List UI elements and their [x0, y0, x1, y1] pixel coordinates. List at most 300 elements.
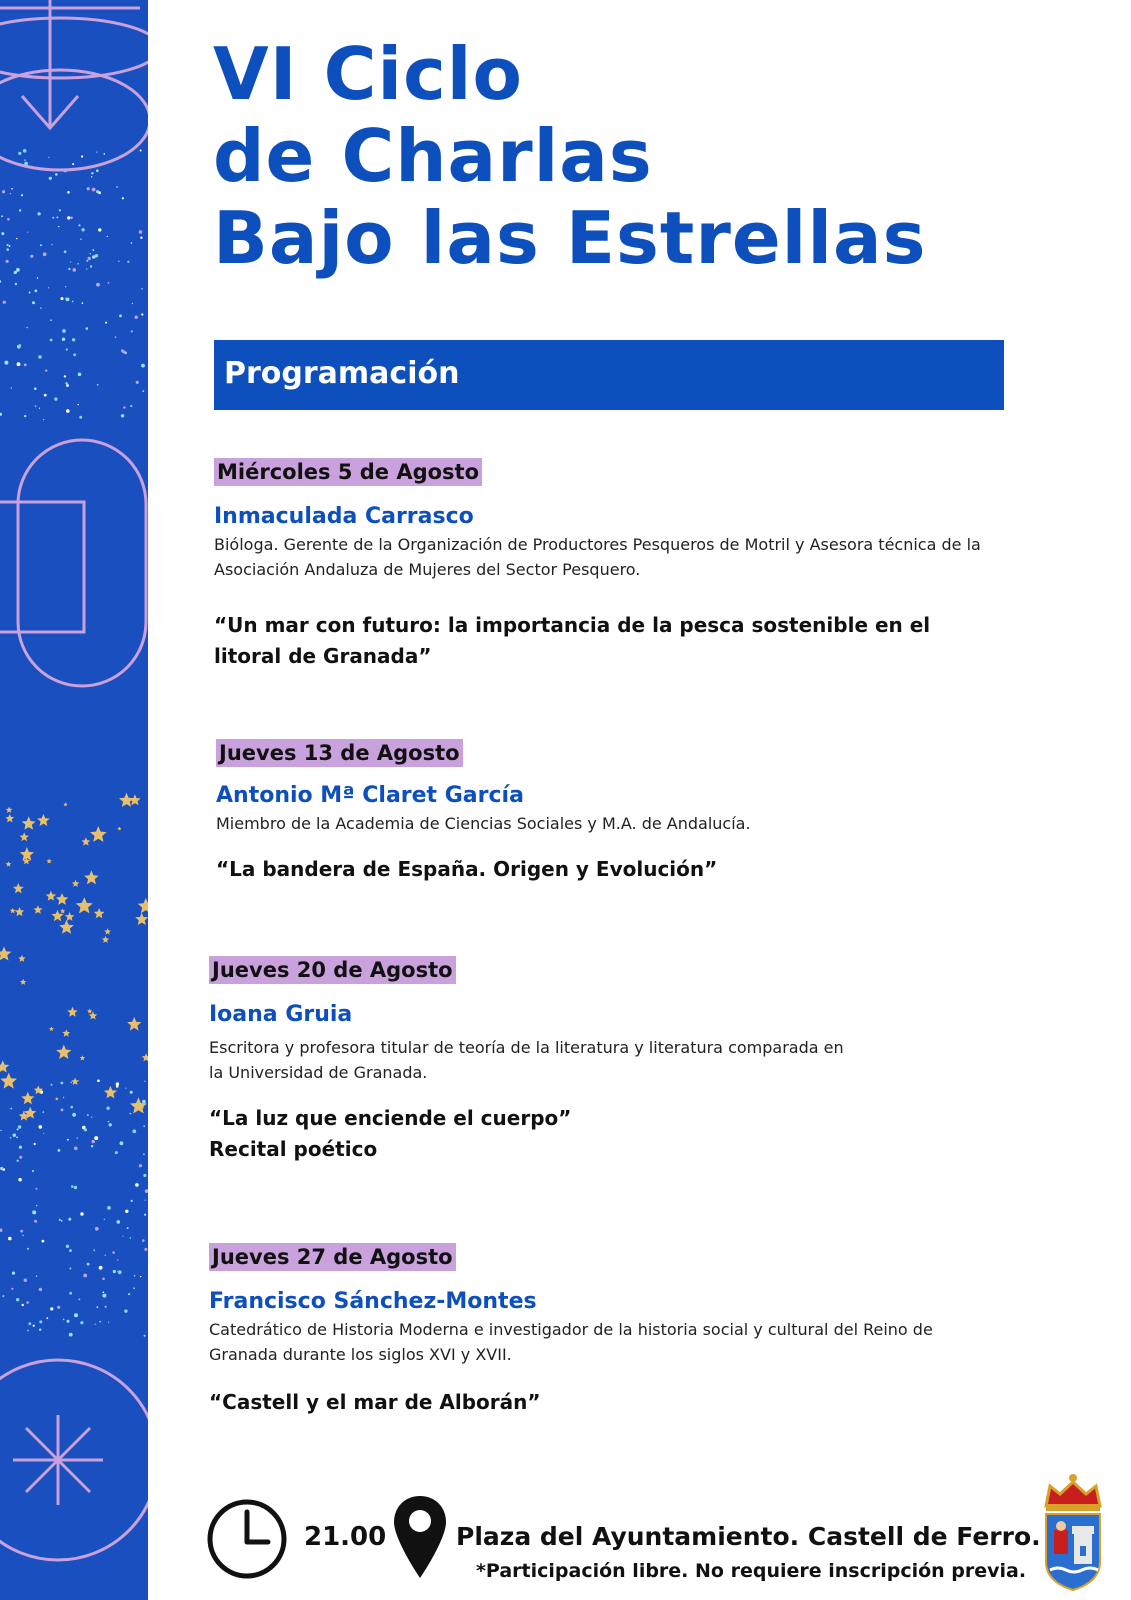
- sparkle-dot: [17, 362, 21, 366]
- sparkle-dot: [26, 327, 28, 329]
- sparkle-dot: [74, 1147, 78, 1151]
- sparkle-dot: [69, 1268, 71, 1270]
- sparkle-dot: [21, 194, 23, 196]
- sparkle-dot: [96, 169, 99, 172]
- sparkle-dot: [0, 1229, 3, 1232]
- sparkle-dot: [2, 1168, 4, 1170]
- sparkle-dot: [6, 244, 8, 246]
- event-bio: Catedrático de Historia Moderna e investigador de la historia social y cultural del Reino de Granada durante los siglos XVI y XVII.: [209, 1320, 933, 1364]
- sparkle-dot: [18, 344, 21, 347]
- sparkle-dot: [104, 1219, 105, 1220]
- sparkle-dot: [90, 265, 92, 267]
- sparkle-dot: [94, 1136, 98, 1140]
- sparkle-dot: [116, 1082, 119, 1085]
- sparkle-dot: [108, 1322, 109, 1323]
- gold-star: [104, 1086, 117, 1098]
- sparkle-dot: [131, 1200, 133, 1202]
- sparkle-dot: [92, 1140, 95, 1143]
- sparkle-dot: [123, 406, 125, 408]
- sparkle-dot: [86, 327, 89, 330]
- sparkle-dot: [43, 1133, 44, 1134]
- sparkle-dot: [39, 408, 40, 409]
- sparkle-dot: [42, 1240, 45, 1243]
- gold-star: [56, 893, 69, 905]
- sparkle-dot: [97, 1080, 100, 1083]
- sparkle-dot: [63, 1097, 64, 1098]
- sparkle-dot: [19, 209, 21, 211]
- sparkle-dot: [142, 1239, 145, 1242]
- sparkle-dot: [26, 1301, 29, 1304]
- sparkle-dot: [135, 1183, 139, 1187]
- sparkle-dot: [11, 188, 13, 190]
- sparkle-dot: [18, 1178, 21, 1181]
- sparkle-dot: [4, 361, 8, 365]
- sparkle-dot: [36, 1205, 37, 1206]
- sparkle-dot: [6, 248, 9, 251]
- sparkle-dot: [67, 216, 70, 219]
- sparkle-dot: [104, 153, 106, 155]
- sparkle-dot: [130, 1091, 133, 1094]
- event-block: [209, 956, 1029, 1165]
- sparkle-dot: [0, 1130, 1, 1131]
- event-block: [214, 458, 1034, 672]
- sparkle-dot: [99, 1266, 103, 1270]
- sparkle-dot: [52, 217, 54, 219]
- event-speaker: Ioana Gruia: [209, 1002, 353, 1027]
- event-talk: “La bandera de España. Origen y Evolución”: [216, 857, 718, 881]
- sparkle-dot: [24, 162, 28, 166]
- sparkle-dot: [32, 1210, 36, 1214]
- gold-star: [33, 905, 42, 914]
- sparkle-dot: [83, 1274, 87, 1278]
- sparkle-dot: [91, 1145, 93, 1147]
- sparkle-dot: [77, 1137, 78, 1138]
- sparkle-dot: [144, 1081, 145, 1082]
- sparkle-dot: [119, 315, 122, 318]
- sparkle-dot: [20, 1230, 23, 1233]
- event-date: Jueves 13 de Agosto: [216, 739, 463, 767]
- gold-star: [5, 814, 14, 822]
- sparkle-dot: [87, 1263, 90, 1266]
- sparkle-dot: [1, 232, 4, 235]
- gold-star: [18, 955, 25, 962]
- event-speaker: Inmaculada Carrasco: [214, 504, 474, 529]
- sparkle-dot: [133, 1288, 134, 1289]
- sparkle-dot: [66, 1245, 69, 1248]
- event-date: Jueves 27 de Agosto: [209, 1243, 456, 1271]
- event-bio: Escritora y profesora titular de teoría de la literatura y literatura comparada en la Universidad de Granada.: [209, 1038, 844, 1082]
- sparkle-dot: [109, 1123, 112, 1126]
- gold-star: [102, 936, 109, 943]
- sparkle-dot: [34, 387, 37, 390]
- sparkle-dot: [49, 177, 52, 180]
- gold-star: [49, 1026, 54, 1031]
- sparkle-dot: [97, 384, 99, 386]
- sparkle-dot: [141, 364, 145, 368]
- sparkle-dot: [7, 218, 10, 221]
- sparkle-dot: [10, 193, 11, 194]
- event-speaker: Antonio Mª Claret García: [216, 783, 524, 808]
- sparkle-dot: [78, 224, 80, 226]
- participation-note: *Participación libre. No requiere inscripción previa.: [476, 1560, 1027, 1582]
- sparkle-dot: [39, 1288, 42, 1291]
- sparkle-dot: [58, 226, 59, 227]
- sparkle-dot: [92, 255, 96, 259]
- sparkle-dot: [62, 329, 66, 333]
- sparkle-dot: [33, 1325, 35, 1327]
- sparkle-dot: [16, 268, 20, 272]
- sparkle-dot: [50, 320, 51, 321]
- sparkle-dot: [68, 268, 70, 270]
- sparkle-dot: [117, 1271, 118, 1272]
- sparkle-dot: [140, 237, 142, 239]
- gold-star: [117, 827, 121, 831]
- sparkle-dot: [91, 176, 92, 177]
- sparkle-dot: [95, 1227, 99, 1231]
- title-line-3: Bajo las Estrellas: [213, 196, 927, 280]
- gold-star: [0, 1073, 17, 1089]
- sparkle-dot: [80, 238, 82, 240]
- sparkle-dot: [125, 1210, 128, 1213]
- sparkle-dot: [11, 387, 12, 388]
- sparkle-dot: [95, 1324, 96, 1325]
- sparkle-dot: [71, 1185, 74, 1188]
- sparkle-dot: [64, 250, 67, 253]
- sparkle-dot: [28, 1322, 31, 1325]
- sparkle-dot: [62, 338, 65, 341]
- event-talk: “Castell y el mar de Alborán”: [209, 1390, 541, 1414]
- sparkle-dot: [18, 152, 21, 155]
- gold-star: [10, 908, 16, 914]
- sparkle-dots: [0, 149, 148, 1337]
- event-talk-extra: Recital poético: [209, 1137, 378, 1161]
- sparkle-dot: [96, 283, 100, 287]
- event-speaker: Francisco Sánchez-Montes: [209, 1289, 537, 1314]
- sparkle-dot: [43, 1111, 45, 1113]
- sparkle-dot: [24, 415, 26, 417]
- sparkle-dot: [67, 191, 70, 194]
- sparkle-dot: [92, 188, 96, 192]
- sparkle-dot: [51, 244, 52, 245]
- sparkle-dot: [108, 1121, 110, 1123]
- event-bio: Miembro de la Academia de Ciencias Sociales y M.A. de Andalucía.: [216, 814, 751, 833]
- gold-star: [20, 979, 26, 985]
- sparkle-dot: [93, 1249, 95, 1251]
- sparkle-dot: [102, 1278, 105, 1281]
- sparkle-dot: [38, 212, 41, 215]
- sparkle-dot: [29, 292, 31, 294]
- sparkle-dot: [117, 1259, 118, 1260]
- gold-star: [82, 837, 91, 845]
- sparkle-dot: [144, 1214, 146, 1216]
- sparkle-dot: [122, 197, 124, 199]
- sparkle-dot: [48, 157, 49, 158]
- sparkle-dot: [143, 1125, 145, 1127]
- sparkle-dot: [105, 322, 107, 324]
- gold-star: [94, 908, 105, 918]
- sparkle-dot: [66, 409, 70, 413]
- sparkle-dot: [72, 338, 75, 341]
- gold-star: [62, 1029, 70, 1037]
- sparkle-dot: [72, 1113, 76, 1117]
- sparkle-dot: [69, 1333, 73, 1337]
- sparkle-dot: [144, 1335, 146, 1337]
- sparkle-dot: [35, 290, 38, 293]
- sparkle-dot: [36, 1276, 37, 1277]
- gold-star: [90, 826, 107, 842]
- sparkle-dot: [65, 286, 66, 287]
- sidebar-decoration: [0, 0, 148, 1600]
- sparkle-dot: [92, 249, 94, 251]
- sparkle-dot: [71, 1082, 73, 1084]
- sparkle-dot: [131, 242, 133, 244]
- clock-icon: [206, 1498, 288, 1580]
- sparkle-dot: [77, 263, 79, 265]
- gold-star: [56, 1045, 71, 1060]
- sparkle-dot: [23, 149, 27, 153]
- sparkle-dot: [117, 1220, 121, 1224]
- sparkle-dot: [39, 1329, 41, 1331]
- gold-stars: [0, 793, 148, 1121]
- gold-star: [13, 883, 24, 893]
- gold-star: [63, 802, 67, 806]
- sparkle-dot: [86, 268, 87, 269]
- sparkle-dot: [105, 1306, 107, 1308]
- sparkle-dot: [78, 404, 79, 405]
- event-talk: “La luz que enciende el cuerpo”: [209, 1106, 572, 1130]
- gold-star: [59, 920, 74, 934]
- sparkle-dot: [135, 316, 138, 319]
- sparkle-dot: [56, 216, 58, 218]
- sparkle-dot: [35, 1188, 37, 1190]
- sparkle-dot: [59, 1219, 61, 1221]
- sparkle-dot: [32, 1170, 34, 1172]
- sparkle-dot: [132, 303, 133, 304]
- gold-star: [46, 891, 56, 901]
- gold-star: [60, 908, 65, 913]
- gold-star: [37, 814, 50, 826]
- sparkle-dot: [105, 1255, 106, 1256]
- sparkle-dot: [67, 1320, 70, 1323]
- sparkle-dot: [54, 397, 57, 400]
- sparkle-dot: [18, 1125, 21, 1128]
- sparkle-dot: [88, 257, 91, 260]
- sparkle-dot: [91, 172, 93, 174]
- sparkle-dot: [66, 298, 70, 302]
- programacion-label: Programación: [224, 356, 460, 391]
- sparkle-dot: [17, 1128, 19, 1130]
- gold-star: [142, 1053, 148, 1061]
- sparkle-dot: [3, 301, 6, 304]
- gold-star: [46, 858, 51, 863]
- sparkle-dot: [58, 1149, 61, 1152]
- sparkle-dot: [112, 1251, 115, 1254]
- sparkle-dot: [44, 394, 47, 397]
- sparkle-dot: [39, 1320, 42, 1323]
- gold-star: [6, 807, 13, 813]
- sparkle-dot: [99, 1321, 101, 1323]
- sparkle-dot: [40, 307, 42, 309]
- gold-star: [72, 880, 79, 887]
- sparkle-dot: [55, 173, 58, 176]
- sparkle-dot: [130, 1237, 132, 1239]
- sparkle-dot: [74, 1313, 78, 1317]
- event-block: [216, 739, 1036, 885]
- sparkle-dot: [22, 1235, 23, 1236]
- sparkle-dot: [120, 1141, 124, 1145]
- sparkle-dot: [139, 1164, 142, 1167]
- sparkle-dot: [0, 280, 1, 282]
- sparkle-dot: [39, 1125, 43, 1129]
- sparkle-dot: [37, 277, 38, 278]
- sparkle-dot: [130, 1113, 132, 1115]
- sparkle-dot: [90, 253, 91, 254]
- sparkle-dot: [96, 190, 99, 193]
- sparkle-dot: [127, 1227, 129, 1229]
- gold-star: [6, 861, 12, 867]
- gold-star: [22, 816, 36, 829]
- sparkle-dot: [81, 155, 83, 157]
- sparkle-dot: [27, 1248, 29, 1250]
- sparkle-dot: [79, 416, 82, 419]
- gold-star: [0, 947, 11, 961]
- gold-star: [104, 928, 111, 935]
- gold-star: [135, 913, 148, 925]
- sparkle-dot: [35, 405, 37, 407]
- sparkle-dot: [70, 1106, 73, 1109]
- sparkle-dot: [27, 1330, 29, 1332]
- sparkle-dot: [46, 1317, 48, 1319]
- sparkle-dot: [127, 261, 129, 263]
- sparkle-dot: [139, 230, 143, 234]
- sparkle-dot: [50, 1307, 53, 1310]
- sparkle-dot: [40, 244, 42, 246]
- sparkle-dot: [124, 1309, 127, 1312]
- event-date: Jueves 20 de Agosto: [209, 956, 456, 984]
- sparkle-dot: [24, 159, 25, 160]
- sparkle-dot: [140, 1276, 141, 1277]
- sparkle-dot: [14, 271, 17, 274]
- sparkle-dot: [141, 313, 143, 315]
- sparkle-dot: [96, 1306, 98, 1308]
- sparkle-dot: [73, 353, 76, 356]
- sparkle-dot: [63, 1319, 65, 1321]
- sparkle-dot: [2, 1295, 4, 1297]
- sparkle-dot: [145, 1189, 148, 1193]
- sparkle-dot: [87, 1114, 89, 1116]
- sparkle-dot: [122, 350, 125, 353]
- sparkle-dot: [115, 336, 117, 338]
- gold-star: [130, 1097, 147, 1113]
- sparkle-dot: [143, 1153, 145, 1155]
- sparkle-dot: [115, 1151, 118, 1154]
- sparkle-dot: [106, 1107, 109, 1110]
- sparkle-dot: [128, 1293, 130, 1295]
- sparkle-dot: [78, 373, 82, 377]
- title-line-1: VI Ciclo: [213, 32, 523, 116]
- sparkle-dot: [65, 298, 66, 299]
- sparkle-dot: [38, 355, 42, 359]
- sparkle-dot: [9, 245, 11, 247]
- sparkle-dot: [74, 1186, 77, 1189]
- event-place: Plaza del Ayuntamiento. Castell de Ferro.: [456, 1522, 1041, 1551]
- sparkle-dot: [64, 375, 66, 377]
- sparkle-dot: [34, 1220, 37, 1223]
- sparkle-dot: [50, 339, 53, 342]
- event-talk: “Un mar con futuro: la importancia de la pesca sostenible en el litoral de Granada”: [214, 613, 931, 668]
- sparkle-dot: [82, 302, 84, 304]
- event-date: Miércoles 5 de Agosto: [214, 458, 482, 486]
- gold-star: [15, 907, 25, 916]
- sparkle-dot: [87, 187, 90, 190]
- sparkle-dot: [72, 301, 74, 303]
- gold-star: [0, 1060, 9, 1072]
- sparkle-dot: [19, 1146, 22, 1149]
- sparkle-dot: [69, 1292, 72, 1295]
- sparkle-dot: [22, 1304, 24, 1306]
- sparkle-dot: [59, 209, 61, 211]
- sparkle-dot: [45, 369, 47, 371]
- sparkle-dot: [144, 1248, 147, 1251]
- sparkle-dot: [61, 1220, 63, 1222]
- sparkle-dot: [71, 217, 73, 219]
- sparkle-dot: [131, 330, 133, 332]
- sparkle-dot: [125, 1088, 126, 1089]
- sparkle-dot: [70, 261, 71, 262]
- sparkle-dot: [27, 232, 28, 233]
- sparkle-dot: [34, 1143, 36, 1145]
- sparkle-dot: [61, 297, 64, 300]
- sparkle-dot: [136, 381, 139, 384]
- event-bio: Bióloga. Gerente de la Organización de Productores Pesqueros de Motril y Asesora técnica de la Asociación Andaluza de Mujeres del Sector Pesquero.: [214, 535, 981, 579]
- location-pin-icon: [392, 1494, 448, 1580]
- sparkle-dot: [16, 1137, 18, 1139]
- event-block: [209, 1243, 1029, 1418]
- gold-star: [76, 897, 93, 913]
- gold-star: [80, 1055, 86, 1060]
- sparkle-dot: [121, 414, 124, 417]
- sparkle-dot: [16, 1298, 19, 1301]
- sparkle-dot: [0, 413, 2, 416]
- sparkle-dot: [43, 252, 47, 256]
- sparkle-dot: [141, 288, 142, 289]
- sparkle-dot: [15, 283, 17, 285]
- sparkle-dot: [134, 1275, 136, 1277]
- decorative-sidebar: [0, 0, 148, 1600]
- sparkle-dot: [63, 168, 67, 172]
- sparkle-dot: [107, 236, 108, 237]
- sparkle-dot: [143, 1174, 146, 1177]
- sparkle-dot: [17, 1160, 19, 1162]
- title-line-2: de Charlas: [213, 114, 653, 198]
- sparkle-dot: [116, 186, 118, 188]
- gold-star: [67, 1007, 78, 1017]
- sparkle-dot: [10, 1108, 12, 1110]
- sparkle-dot: [107, 1206, 111, 1210]
- gold-star: [129, 794, 141, 805]
- sparkle-dot: [122, 1236, 123, 1237]
- sparkle-dot: [142, 390, 144, 392]
- gold-star: [71, 1078, 79, 1086]
- sparkle-dot: [43, 419, 44, 420]
- sparkle-dot: [80, 1321, 83, 1324]
- sparkle-dot: [80, 1212, 83, 1215]
- gold-star: [65, 912, 74, 921]
- sparkle-dot: [103, 1292, 105, 1294]
- gold-star: [20, 832, 29, 841]
- sparkle-dot: [66, 348, 68, 350]
- sparkle-dot: [142, 1100, 146, 1104]
